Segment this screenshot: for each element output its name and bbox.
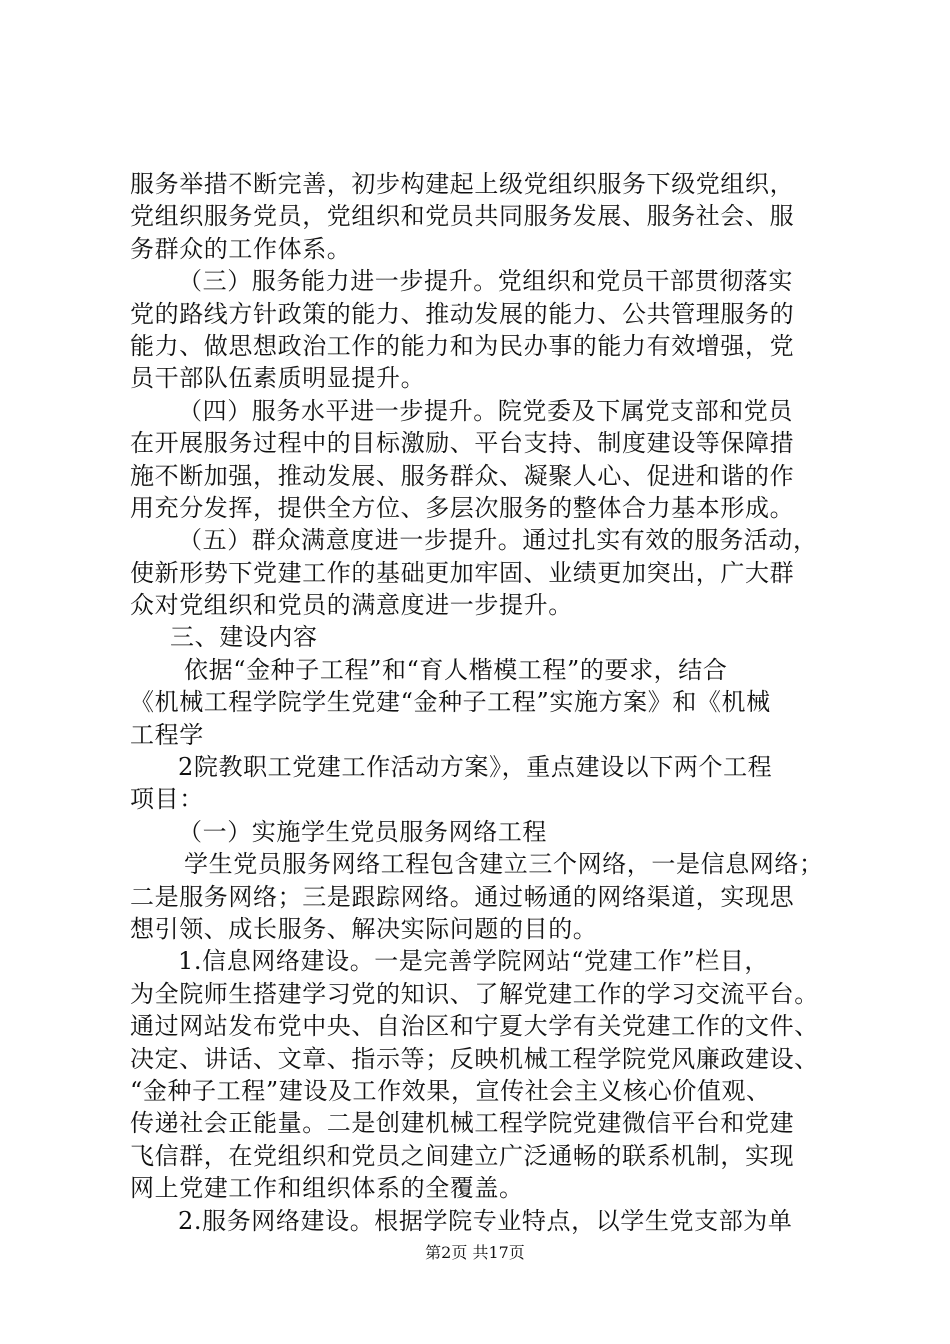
text-line: 想引领、成长服务、解决实际问题的目的。 <box>130 914 598 943</box>
text-line: 工程学 <box>130 720 204 749</box>
text-line: 施不断加强，推动发展、服务群众、凝聚人心、促进和谐的作 <box>130 461 795 490</box>
text-line: 学生党员服务网络工程包含建立三个网络，一是信息网络； <box>184 850 824 879</box>
text-line: 《机械工程学院学生党建“金种子工程”实施方案》和《机械 <box>130 688 771 717</box>
text-line: 1.信息网络建设。一是完善学院网站“党建工作”栏目， <box>178 947 770 976</box>
text-line: 党组织服务党员，党组织和党员共同服务发展、服务社会、服 <box>130 202 795 231</box>
text-line: 2院教职工党建工作活动方案》，重点建设以下两个工程 <box>178 753 773 782</box>
text-line: 在开展服务过程中的目标激励、平台支持、制度建设等保障措 <box>130 429 795 458</box>
text-line: 飞信群，在党组织和党员之间建立广泛通畅的联系机制，实现 <box>130 1141 795 1170</box>
paragraph-heading-five: （五）群众满意度进一步提升。通过扎实有效的服务活动， <box>178 526 818 555</box>
text-line: 务群众的工作体系。 <box>130 234 352 263</box>
text-line: 为全院师生搭建学习党的知识、了解党建工作的学习交流平台。 <box>130 979 819 1008</box>
subsection-heading: （一）实施学生党员服务网络工程 <box>178 817 547 846</box>
text-line: 服务举措不断完善，初步构建起上级党组织服务下级党组织， <box>130 170 795 198</box>
text-line: 党的路线方针政策的能力、推动发展的能力、公共管理服务的 <box>130 299 795 328</box>
document-body <box>130 168 850 1237</box>
text-line: 项目： <box>130 785 204 814</box>
text-line: 用充分发挥，提供全方位、多层次服务的整体合力基本形成。 <box>130 493 795 522</box>
text-line: 能力、做思想政治工作的能力和为民办事的能力有效增强，党 <box>130 331 795 360</box>
paragraph-heading-four: （四）服务水平进一步提升。院党委及下属党支部和党员 <box>178 396 793 425</box>
text-line: 二是服务网络；三是跟踪网络。通过畅通的网络渠道，实现思 <box>130 882 795 911</box>
section-heading: 三、建设内容 <box>170 623 318 652</box>
text-line: 依据“金种子工程”和“育人楷模工程”的要求，结合 <box>184 655 728 684</box>
text-line: 众对党组织和党员的满意度进一步提升。 <box>130 591 573 620</box>
text-line: 传递社会正能量。二是创建机械工程学院党建微信平台和党建 <box>130 1109 795 1138</box>
text-line: 员干部队伍素质明显提升。 <box>130 364 426 393</box>
text-line: 决定、讲话、文章、指示等；反映机械工程学院党风廉政建设、 <box>130 1044 819 1073</box>
text-line: 网上党建工作和组织体系的全覆盖。 <box>130 1174 524 1203</box>
paragraph-heading-three: （三）服务能力进一步提升。党组织和党员干部贯彻落实 <box>178 267 793 296</box>
text-line: 2.服务网络建设。根据学院专业特点，以学生党支部为单 <box>178 1206 793 1235</box>
text-line: 使新形势下党建工作的基础更加牢固、业绩更加突出，广大群 <box>130 558 795 587</box>
text-line: 通过网站发布党中央、自治区和宁夏大学有关党建工作的文件、 <box>130 1012 819 1041</box>
page-number-footer: 第2页 共17页 <box>425 1243 525 1262</box>
text-line: “金种子工程”建设及工作效果，宣传社会主义核心价值观、 <box>130 1076 771 1105</box>
